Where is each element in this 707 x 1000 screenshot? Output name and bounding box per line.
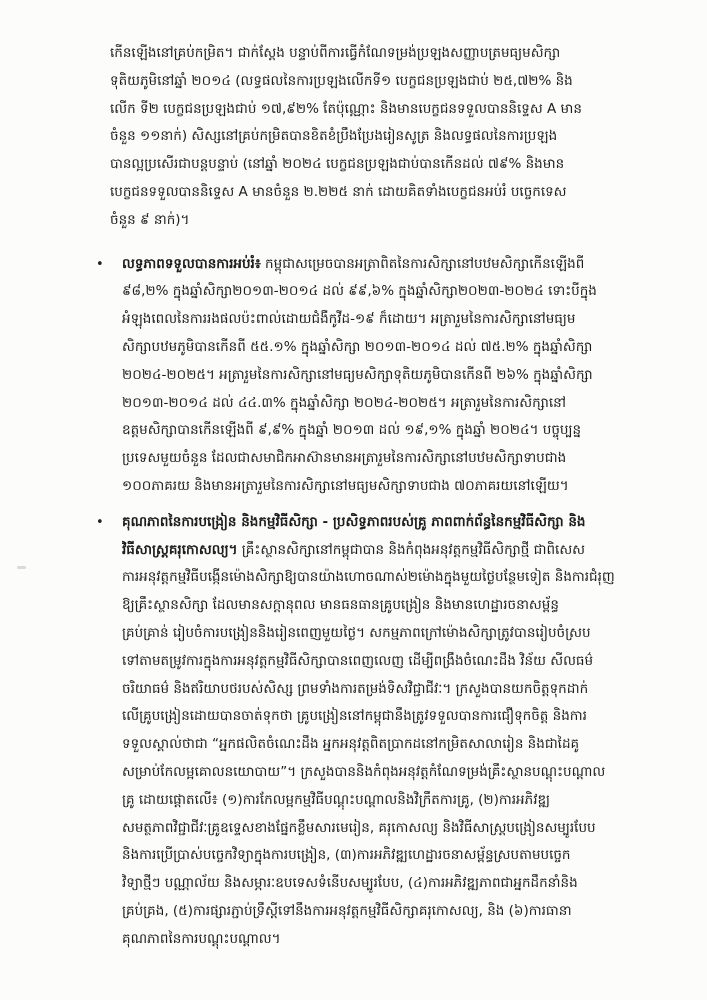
text-line — [110, 207, 650, 235]
text-segment: កើនឡើងនៅគ្រប់កម្រិត។ ជាក់ស្តែង បន្ទាប់ពីការធ្វើកំណែទម្រង់ប្រឡងសញ្ញាបត្រមធ្យមសិក្សា — [110, 45, 561, 61]
text-line — [122, 473, 650, 501]
text-segment: គ្រប់គ្រង, (៥)ការផ្សារភ្ជាប់ទ្រឹស្តីទៅនឹងការអនុវត្តកម្មវិធីសិក្សាគរុកោសល្យ, និង (៦)ការធានា — [122, 902, 572, 919]
text-line — [122, 445, 650, 473]
text-line — [122, 306, 650, 334]
bullet-list — [96, 251, 650, 954]
bullet-text-teaching-quality — [122, 509, 650, 954]
text-line — [122, 759, 650, 787]
text-segment: ២០១៣-២០១៤ ដល់ ៤៤.៣% ក្នុងឆ្នាំសិក្សា ២០២៤-២០២៥។ អត្រារួមនៃការសិក្សានៅ — [122, 394, 566, 411]
text-segment: លើក ទី២ បេក្ខជនប្រឡងជាប់ ១៧,៩២% តែប៉ុណ្ណោះ និងមានបេក្ខជនទទួលបាននិទ្ទេស A មាន — [110, 100, 582, 117]
text-line — [110, 179, 650, 207]
bullet-item-education-access — [96, 251, 650, 501]
text-line — [122, 362, 650, 390]
text-segment: ទុតិយភូមិនៅឆ្នាំ ២០១៤ (លទ្ធផលនៃការប្រឡងលើកទី១ បេក្ខជនប្រឡងជាប់ ២៥,៧២% និង — [110, 72, 573, 89]
text-segment: និងការប្រើប្រាស់បច្ចេកវិទ្យាក្នុងការបង្រៀន, (៣)ការអភិវឌ្ឍហេដ្ឋារចនាសម្ព័ន្ធស្របតាមបច្ចេក — [122, 847, 571, 864]
text-line — [122, 926, 650, 954]
text-line — [110, 96, 650, 124]
text-segment: អំឡុងពេលនៃការរងផលប៉ះពាល់ដោយជំងឺកូវីដ-១៩ ក៏ដោយ។ អត្រារួមនៃការសិក្សានៅមធ្យម — [122, 311, 576, 328]
text-line — [110, 40, 650, 68]
text-segment: សម្រាប់កែលម្អគោលនយោបាយ”។ ក្រសួងបាននិងកំពុងអនុវត្តកំណែទម្រង់គ្រឹះស្ថានបណ្តុះបណ្តាល — [122, 763, 606, 780]
text-segment: បេក្ខជនទទួលបាននិទ្ទេស A មានចំនួន ២.២២៥ នាក់ ដោយគិតទាំងបេក្ខជនអប់រំ បច្ចេកទេស — [110, 183, 567, 200]
scan-artifact — [17, 566, 26, 569]
text-line — [122, 251, 650, 279]
text-segment: លើគ្រូបង្រៀនដោយបានចាត់ទុកថា គ្រូបង្រៀននៅកម្ពុជានឹងត្រូវទទួលបានការជឿទុកចិត្ត និងការ — [122, 708, 587, 725]
text-line — [122, 390, 650, 418]
text-line — [122, 703, 650, 731]
text-segment: កម្ពុជាសម្រេចបានអត្រាពិតនៃការសិក្សានៅបឋមសិក្សាកើនឡើងពី — [260, 255, 585, 272]
text-line — [110, 123, 650, 151]
text-segment: វិទ្យាថ្មីៗ បណ្ណាល័យ និងសម្ភារៈឧបទេសទំនើបសម្បូរបែប, (៤)ការអភិវឌ្ឍភាពជាអ្នកដឹកនាំនិង — [122, 875, 578, 892]
text-line — [110, 68, 650, 96]
text-segment: ប្រទេសមួយចំនួន ដែលជាសមាជិកអាស៊ានមានអត្រារួមនៃការសិក្សានៅបឋមសិក្សាទាបជាង — [122, 450, 567, 467]
text-line — [122, 564, 650, 592]
text-segment: ទៅតាមតម្រូវការក្នុងការអនុវត្តកម្មវិធីសិក្សាបានពេញលេញ ដើម្បីពង្រឹងចំណេះដឹង វិន័យ សីលធម៌ — [122, 652, 594, 669]
bullet-icon: • — [96, 256, 104, 272]
text-line — [122, 592, 650, 620]
text-segment: គុណភាពនៃការបណ្តុះបណ្តាល។ — [122, 930, 281, 947]
text-segment: សិក្សាបឋមភូមិបានកើនពី ៥៥.១% ក្នុងឆ្នាំសិក្សា ២០១៣-២០១៤ ដល់ ៧៥.២% ក្នុងឆ្នាំសិក្សា — [122, 338, 593, 355]
text-line — [122, 870, 650, 898]
text-segment: បានល្អប្រសើរជាបន្តបន្ទាប់ (នៅឆ្នាំ ២០២៤ បេក្ខជនប្រឡងជាប់បានកើនដល់ ៧៩% និងមាន — [110, 156, 565, 173]
text-line — [110, 151, 650, 179]
text-line — [122, 417, 650, 445]
text-line — [122, 787, 650, 815]
text-line — [122, 731, 650, 759]
bold-text-segment: គុណភាពនៃការបង្រៀន និងកម្មវិធីសិក្សា - ប្រសិទ្ធភាពរបស់គ្រូ ភាពពាក់ព័ន្ធនៃកម្មវិធីសិក្សា និង — [122, 513, 586, 530]
text-line — [122, 509, 650, 537]
text-segment: ការអនុវត្តកម្មវិធីបង្កើនម៉ោងសិក្សាឱ្យបានយ៉ាងហោចណាស់២ម៉ោងក្នុងមួយថ្ងៃបន្ថែមទៀត និងការជំរុញ — [122, 569, 615, 586]
text-segment: ចំនួន ១១នាក់) សិស្សនៅគ្រប់កម្រិតបានខិតខំប្រឹងប្រែងរៀនសូត្រ និងលទ្ធផលនៃការប្រឡង — [110, 128, 558, 145]
bold-text-segment: លទ្ធភាពទទួលបានការអប់រំ៖ — [122, 255, 261, 272]
intro-paragraph — [110, 40, 650, 235]
text-segment: ចំនួន ៩ នាក់)។ — [110, 211, 190, 228]
text-segment: ២០២៤-២០២៥។ អត្រារួមនៃការសិក្សានៅមធ្យមសិក្សាទុតិយភូមិបានកើនពី ២៦% ក្នុងឆ្នាំសិក្សា — [122, 366, 593, 383]
text-segment: ១០០ភាគរយ និងមានអត្រារួមនៃការសិក្សានៅមធ្យមសិក្សាទាបជាង ៧០ភាគរយនៅឡើយ។ — [122, 477, 569, 494]
text-segment: គ្រឹះស្ថានសិក្សានៅកម្ពុជាបាន និងកំពុងអនុវត្តកម្មវិធីសិក្សាថ្មី ជាពិសេស — [237, 541, 586, 558]
bullet-icon: • — [96, 514, 104, 530]
text-segment: ឱ្យគ្រឹះស្ថានសិក្សា ដែលមានសក្តានុពល មានធនធានគ្រូបង្រៀន និងមានហេដ្ឋារចនាសម្ព័ន្ធ — [122, 597, 559, 614]
bold-text-segment: វិធីសាស្ត្រគរុកោសល្យ។ — [122, 541, 238, 558]
text-segment: ឧត្តមសិក្សាបានកើនឡើងពី ៩,៩% ក្នុងឆ្នាំ ២០១៣ ដល់ ១៩,១% ក្នុងឆ្នាំ ២០២៤។ បច្ចុប្បន្ន — [122, 422, 582, 439]
text-segment: ទទួលស្គាល់ថាជា “អ្នកផលិតចំណេះដឹង អ្នកអនុវត្តពិតប្រាកដនៅកម្រិតសាលារៀន និងជាដៃគូ — [122, 736, 580, 753]
text-segment: គ្រប់គ្រាន់ រៀបចំការបង្រៀននិងរៀនពេញមួយថ្ងៃ។ សកម្មភាពក្រៅម៉ោងសិក្សាត្រូវបានរៀបចំស្រប — [122, 624, 591, 641]
text-segment: ៩៨,២% ក្នុងឆ្នាំសិក្សា២០១៣-២០១៤ ដល់ ៩៩,៦% ក្នុងឆ្នាំសិក្សា២០២៣-២០២៤ ទោះបីក្នុង — [122, 283, 597, 300]
text-line — [122, 648, 650, 676]
text-line — [122, 278, 650, 306]
text-line — [122, 898, 650, 926]
text-line — [122, 334, 650, 362]
text-line — [122, 676, 650, 704]
document-content — [96, 40, 650, 962]
text-segment: គ្រូ ដោយផ្តោតលើ៖ (១)ការកែលម្អកម្មវិធីបណ្តុះបណ្តាលនិងវិក្រឹតការគ្រូ, (២)ការអភិវឌ្ឍ — [122, 791, 551, 808]
text-line — [122, 815, 650, 843]
text-segment: សមត្ថភាពវិជ្ជាជីវៈគ្រូឧទ្ទេសខាងផ្នែកខ្លឹមសារមេរៀន, គរុកោសល្យ និងវិធីសាស្ត្របង្រៀនសម្បូរបែប — [122, 819, 596, 836]
text-line — [122, 537, 650, 565]
text-line — [122, 620, 650, 648]
text-line — [122, 842, 650, 870]
bullet-text-education-access — [122, 251, 650, 501]
text-segment: ចរិយាធម៌ និងឥរិយាបថរបស់សិស្ស ព្រមទាំងការតម្រង់ទិសវិជ្ជាជីវៈ។ ក្រសួងបានយកចិត្តទុកដាក់ — [122, 680, 589, 697]
bullet-item-teaching-quality — [96, 509, 650, 954]
